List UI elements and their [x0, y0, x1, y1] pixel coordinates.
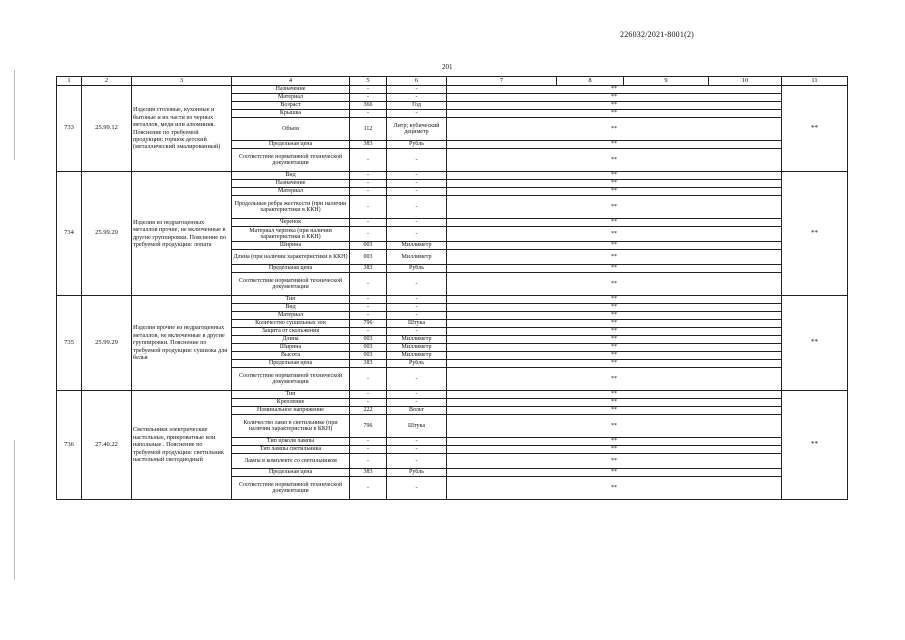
unit-code: 383 [350, 141, 387, 149]
characteristic-value: ** [447, 219, 782, 227]
characteristic-value: ** [447, 188, 782, 196]
characteristic-value: ** [447, 172, 782, 180]
characteristic-name: Материал [232, 188, 350, 196]
characteristic-value: ** [447, 446, 782, 454]
unit-name: - [387, 86, 447, 94]
characteristic-name: Соответствие нормативной технической документации [232, 273, 350, 296]
characteristic-value: ** [447, 94, 782, 102]
characteristic-value: ** [447, 86, 782, 94]
characteristic-value: ** [447, 336, 782, 344]
item-number: 734 [57, 172, 82, 296]
characteristic-value: ** [447, 477, 782, 500]
column-header: 10 [709, 77, 782, 86]
unit-code: 383 [350, 469, 387, 477]
unit-name: Рубль [387, 469, 447, 477]
characteristic-value: ** [447, 469, 782, 477]
unit-name: Год [387, 102, 447, 110]
unit-name: - [387, 94, 447, 102]
characteristic-value: ** [447, 273, 782, 296]
characteristic-name: Ширина [232, 344, 350, 352]
characteristic-name: Соответствие нормативной технической документации [232, 368, 350, 391]
unit-name: Вольт [387, 407, 447, 415]
unit-code: 003 [350, 250, 387, 265]
unit-name: - [387, 196, 447, 219]
unit-name: Рубль [387, 360, 447, 368]
column-11-value: ** [782, 296, 848, 391]
column-11-value: ** [782, 391, 848, 500]
unit-code: - [350, 446, 387, 454]
unit-name: - [387, 149, 447, 172]
unit-name: Миллиметр [387, 352, 447, 360]
characteristic-name: Длина (при наличии характеристики в ККН) [232, 250, 350, 265]
characteristic-name: Количество сушильных зон [232, 320, 350, 328]
unit-code: - [350, 368, 387, 391]
item-number: 733 [57, 86, 82, 172]
item-description: Светильники электрические настольные, прикроватные или напольные . Пояснение по требуемой продукции: светильник настольный светодиодный [132, 391, 232, 500]
column-11-value: ** [782, 172, 848, 296]
characteristic-value: ** [447, 415, 782, 438]
unit-name: - [387, 273, 447, 296]
specification-table [56, 76, 848, 500]
column-header: 11 [782, 77, 848, 86]
column-header: 3 [132, 77, 232, 86]
characteristic-value: ** [447, 304, 782, 312]
table-body [57, 77, 848, 500]
table-row [57, 86, 848, 94]
column-header: 4 [232, 77, 350, 86]
characteristic-value: ** [447, 368, 782, 391]
characteristic-name: Предельная цена [232, 469, 350, 477]
okpd-code: 25.99.29 [82, 296, 132, 391]
unit-name: Литр; кубический дециметр [387, 118, 447, 141]
unit-name: - [387, 446, 447, 454]
unit-code: - [350, 86, 387, 94]
unit-code: - [350, 180, 387, 188]
characteristic-name: Черенок [232, 219, 350, 227]
characteristic-name: Назначение [232, 86, 350, 94]
characteristic-value: ** [447, 352, 782, 360]
unit-code: 112 [350, 118, 387, 141]
item-description: Изделия из недрагоценных металлов прочие, не включенные в другие группировки. Пояснение по требуемой продукции: лопата [132, 172, 232, 296]
unit-name: - [387, 172, 447, 180]
scan-margin-line [14, 440, 15, 580]
unit-code: - [350, 454, 387, 469]
characteristic-name: Продольные ребра жесткости (при наличии характеристики в ККН) [232, 196, 350, 219]
unit-code: - [350, 188, 387, 196]
characteristic-value: ** [447, 110, 782, 118]
unit-name: Миллиметр [387, 250, 447, 265]
characteristic-name: Номинальное напряжение [232, 407, 350, 415]
unit-name: - [387, 180, 447, 188]
characteristic-value: ** [447, 102, 782, 110]
unit-name: Миллиметр [387, 336, 447, 344]
unit-code: 003 [350, 336, 387, 344]
characteristic-name: Предельная цена [232, 141, 350, 149]
characteristic-name: Лампа в комплекте со светильником [232, 454, 350, 469]
characteristic-value: ** [447, 196, 782, 219]
characteristic-name: Предельная цена [232, 265, 350, 273]
column-header: 2 [82, 77, 132, 86]
characteristic-name: Тип [232, 391, 350, 399]
column-header: 5 [350, 77, 387, 86]
unit-code: - [350, 273, 387, 296]
unit-code: - [350, 328, 387, 336]
unit-name: - [387, 399, 447, 407]
unit-name: Рубль [387, 141, 447, 149]
okpd-code: 25.99.12 [82, 86, 132, 172]
unit-name: - [387, 312, 447, 320]
characteristic-name: Соответствие нормативной технической документации [232, 477, 350, 500]
characteristic-value: ** [447, 296, 782, 304]
characteristic-name: Материал [232, 94, 350, 102]
characteristic-value: ** [447, 438, 782, 446]
okpd-code: 27.40.22 [82, 391, 132, 500]
characteristic-value: ** [447, 265, 782, 273]
item-number: 736 [57, 391, 82, 500]
characteristic-name: Вид [232, 172, 350, 180]
unit-code: 383 [350, 265, 387, 273]
unit-name: Миллиметр [387, 242, 447, 250]
characteristic-name: Высота [232, 352, 350, 360]
characteristic-name: Возраст [232, 102, 350, 110]
column-11-value: ** [782, 86, 848, 172]
characteristic-name: Соответствие нормативной технической документации [232, 149, 350, 172]
unit-name: - [387, 477, 447, 500]
column-header: 1 [57, 77, 82, 86]
unit-code: - [350, 438, 387, 446]
unit-name: - [387, 438, 447, 446]
header-row [57, 77, 848, 86]
column-header: 7 [447, 77, 557, 86]
characteristic-value: ** [447, 250, 782, 265]
unit-name: - [387, 328, 447, 336]
unit-name: - [387, 219, 447, 227]
unit-name: - [387, 368, 447, 391]
unit-name: - [387, 391, 447, 399]
table-row [57, 172, 848, 180]
characteristic-name: Количество ламп в светильнике (при наличии характеристики в ККН) [232, 415, 350, 438]
characteristic-value: ** [447, 399, 782, 407]
characteristic-name: Ширина [232, 242, 350, 250]
column-header: 6 [387, 77, 447, 86]
characteristic-value: ** [447, 360, 782, 368]
characteristic-name: Защита от скольжения [232, 328, 350, 336]
document-number: 226032/2021-8001(2) [620, 30, 695, 39]
characteristic-value: ** [447, 320, 782, 328]
characteristic-value: ** [447, 141, 782, 149]
unit-code: 366 [350, 102, 387, 110]
okpd-code: 25.99.29 [82, 172, 132, 296]
characteristic-value: ** [447, 180, 782, 188]
unit-code: - [350, 172, 387, 180]
unit-code: - [350, 304, 387, 312]
unit-name: Штука [387, 415, 447, 438]
item-description: Изделия столовые, кухонные и бытовые и их части из черных металлов, меди или алюминия. Пояснение по требуемой продукции: горшок детский (металлический эмалированный) [132, 86, 232, 172]
characteristic-name: Тип цоколя лампы [232, 438, 350, 446]
characteristic-value: ** [447, 227, 782, 242]
unit-code: 003 [350, 242, 387, 250]
characteristic-name: Вид [232, 304, 350, 312]
characteristic-name: Длина [232, 336, 350, 344]
unit-name: - [387, 304, 447, 312]
unit-code: 796 [350, 415, 387, 438]
characteristic-name: Предельная цена [232, 360, 350, 368]
unit-name: Рубль [387, 265, 447, 273]
unit-code: - [350, 296, 387, 304]
item-number: 735 [57, 296, 82, 391]
characteristic-name: Крепление [232, 399, 350, 407]
characteristic-name: Объем [232, 118, 350, 141]
characteristic-name: Назначение [232, 180, 350, 188]
characteristic-value: ** [447, 149, 782, 172]
scan-margin-line [14, 70, 15, 160]
characteristic-value: ** [447, 344, 782, 352]
unit-code: 383 [350, 360, 387, 368]
unit-code: - [350, 219, 387, 227]
column-header: 9 [624, 77, 709, 86]
characteristic-name: Тип [232, 296, 350, 304]
characteristic-name: Материал черенка (при наличии характеристики в ККН) [232, 227, 350, 242]
unit-code: - [350, 227, 387, 242]
unit-code: 003 [350, 344, 387, 352]
unit-name: - [387, 188, 447, 196]
page-number: 201 [442, 63, 453, 71]
table-row [57, 391, 848, 399]
unit-code: - [350, 477, 387, 500]
unit-code: - [350, 110, 387, 118]
item-description: Изделия прочие из недрагоценных металлов, не включенные в другие группировки. Пояснение по требуемой продукции: сушилка для белья [132, 296, 232, 391]
unit-name: Штука [387, 320, 447, 328]
unit-code: 222 [350, 407, 387, 415]
unit-code: - [350, 399, 387, 407]
characteristic-name: Крышка [232, 110, 350, 118]
characteristic-value: ** [447, 312, 782, 320]
unit-name: - [387, 454, 447, 469]
unit-code: - [350, 391, 387, 399]
unit-code: - [350, 94, 387, 102]
characteristic-value: ** [447, 328, 782, 336]
characteristic-name: Материал [232, 312, 350, 320]
characteristic-value: ** [447, 118, 782, 141]
unit-code: - [350, 312, 387, 320]
unit-code: - [350, 196, 387, 219]
characteristic-value: ** [447, 407, 782, 415]
unit-name: - [387, 110, 447, 118]
unit-code: 003 [350, 352, 387, 360]
unit-name: - [387, 296, 447, 304]
table-row [57, 296, 848, 304]
characteristic-value: ** [447, 454, 782, 469]
unit-code: 796 [350, 320, 387, 328]
characteristic-name: Тип лампы светильника [232, 446, 350, 454]
unit-code: - [350, 149, 387, 172]
unit-name: Миллиметр [387, 344, 447, 352]
characteristic-value: ** [447, 242, 782, 250]
unit-name: - [387, 227, 447, 242]
characteristic-value: ** [447, 391, 782, 399]
column-header: 8 [557, 77, 624, 86]
